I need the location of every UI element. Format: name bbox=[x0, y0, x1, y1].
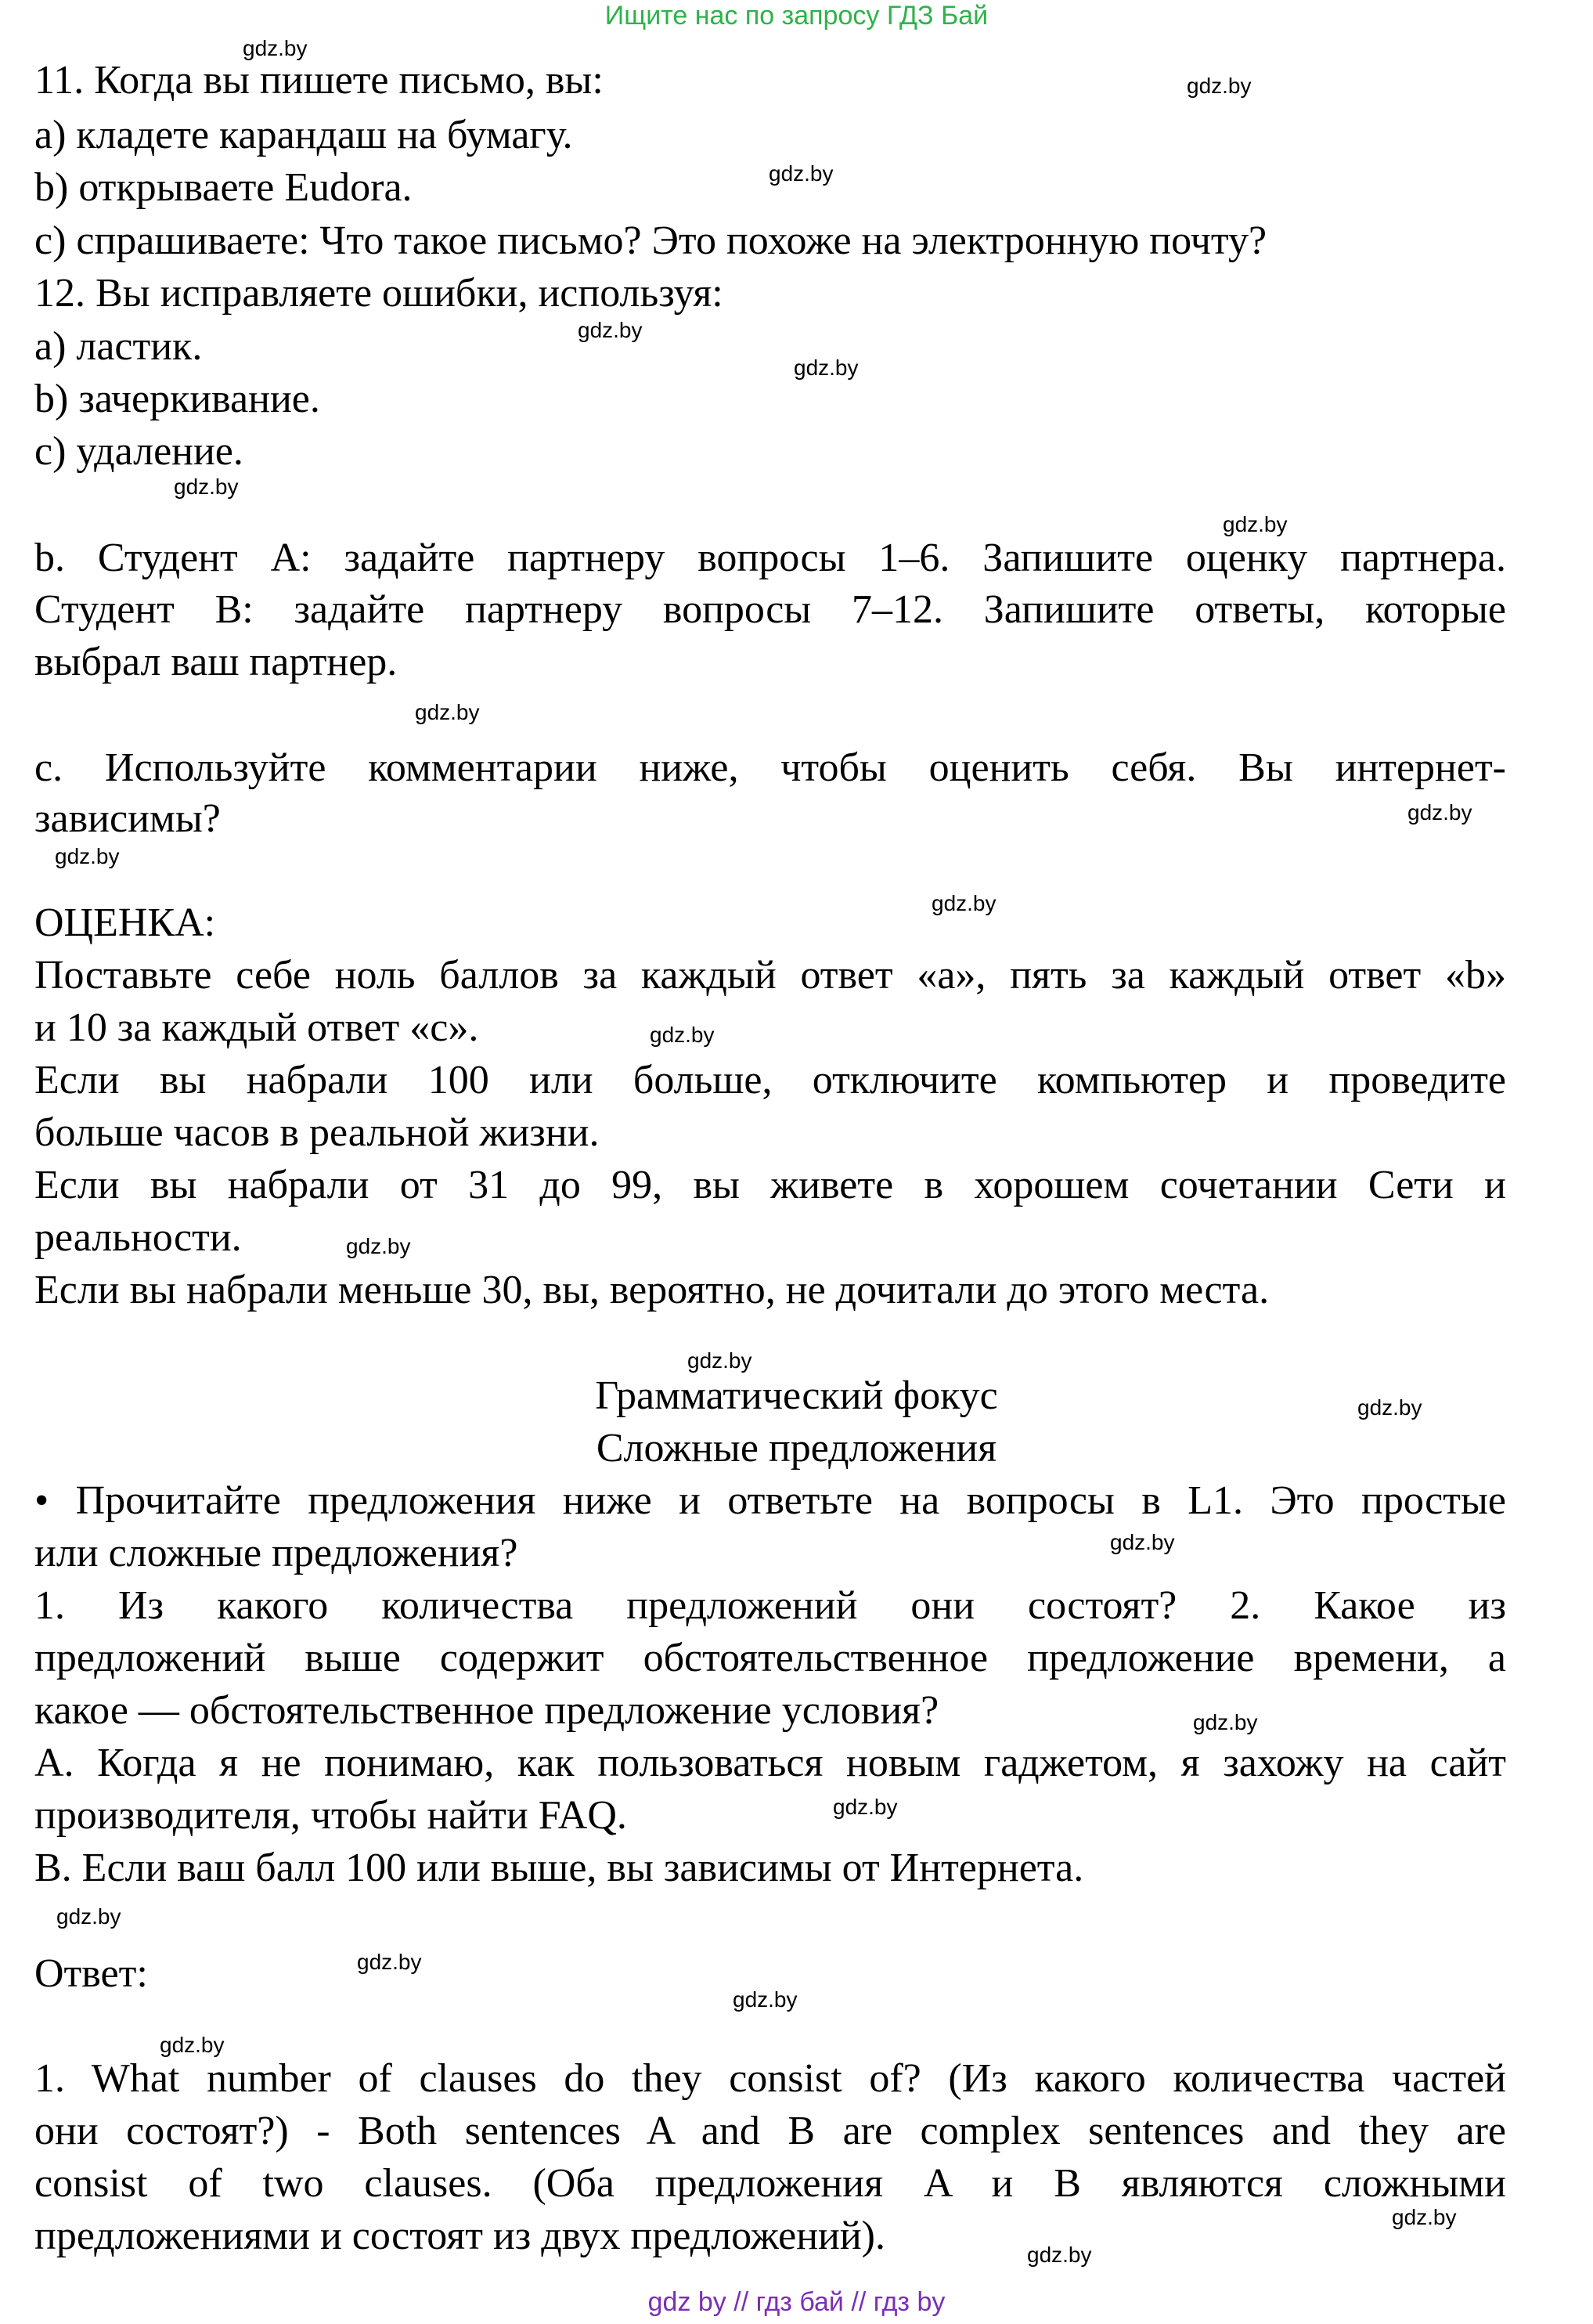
instruction-c-line-1: c. Используйте комментарии ниже, чтобы оценить себя. Вы интернет- bbox=[34, 745, 1506, 790]
answer-line-1: 1. What number of clauses do they consist of? (Из какого количества частей bbox=[34, 2056, 1506, 2101]
watermark: gdz.by bbox=[687, 1348, 752, 1373]
watermark: gdz.by bbox=[56, 1904, 121, 1929]
bottom-banner: gdz by // гдз бай // гдз by bbox=[647, 2287, 946, 2317]
watermark: gdz.by bbox=[769, 161, 834, 186]
answer-12-b: b) зачеркивание. bbox=[34, 377, 320, 421]
scoring-heading: ОЦЕНКА: bbox=[34, 900, 216, 945]
scoring-line-1: Поставьте себе ноль баллов за каждый ответ «a», пять за каждый ответ «b» bbox=[34, 953, 1506, 998]
scoring-line-3: Если вы набрали 100 или больше, отключите компьютер и проведите bbox=[34, 1058, 1506, 1102]
scoring-line-2: и 10 за каждый ответ «c». bbox=[34, 1005, 479, 1050]
watermark: gdz.by bbox=[1027, 2243, 1092, 2267]
watermark: gdz.by bbox=[1187, 74, 1252, 98]
top-banner: Ищите нас по запросу ГДЗ Бай bbox=[604, 1, 989, 31]
task-line-3: 1. Из какого количества предложений они состоят? 2. Какое из bbox=[34, 1583, 1506, 1628]
answer-12-c: c) удаление. bbox=[34, 429, 243, 474]
task-line-2: или сложные предложения? bbox=[34, 1531, 518, 1575]
answer-11-c: c) спрашиваете: Что такое письмо? Это похоже на электронную почту? bbox=[34, 218, 1267, 263]
answer-11-a: a) кладете карандаш на бумагу. bbox=[34, 113, 573, 157]
scoring-line-6: реальности. bbox=[34, 1215, 242, 1260]
task-line-5: какое — обстоятельственное предложение условия? bbox=[34, 1688, 939, 1733]
answer-line-3: consist of two clauses. (Оба предложения A и B являются сложными bbox=[34, 2161, 1506, 2206]
watermark: gdz.by bbox=[174, 475, 239, 499]
watermark: gdz.by bbox=[160, 2033, 225, 2057]
instruction-b-line-3: выбрал ваш партнер. bbox=[34, 640, 398, 684]
watermark: gdz.by bbox=[833, 1795, 898, 1819]
watermark: gdz.by bbox=[794, 355, 859, 380]
question-11: 11. Когда вы пишете письмо, вы: bbox=[34, 58, 604, 103]
section-subtitle: Сложные предложения bbox=[596, 1426, 997, 1471]
watermark: gdz.by bbox=[243, 36, 308, 60]
sentence-a-line-2: производителя, чтобы найти FAQ. bbox=[34, 1793, 627, 1838]
watermark: gdz.by bbox=[733, 1987, 798, 2012]
answer-12-a: a) ластик. bbox=[34, 324, 203, 369]
watermark: gdz.by bbox=[55, 844, 120, 868]
scoring-line-7: Если вы набрали меньше 30, вы, вероятно, не дочитали до этого места. bbox=[34, 1268, 1270, 1312]
scoring-line-4: больше часов в реальной жизни. bbox=[34, 1110, 600, 1155]
answer-11-b: b) открываете Eudora. bbox=[34, 165, 413, 210]
watermark: gdz.by bbox=[932, 891, 997, 915]
watermark: gdz.by bbox=[578, 318, 643, 342]
watermark: gdz.by bbox=[650, 1023, 715, 1047]
watermark: gdz.by bbox=[1357, 1395, 1422, 1420]
sentence-a-line-1: A. Когда я не понимаю, как пользоваться новым гаджетом, я захожу на сайт bbox=[34, 1741, 1506, 1785]
answer-heading: Ответ: bbox=[34, 1951, 148, 1996]
watermark: gdz.by bbox=[346, 1234, 411, 1258]
sentence-b: B. Если ваш балл 100 или выше, вы зависимы от Интернета. bbox=[34, 1846, 1084, 1890]
answer-line-2: они состоят?) - Both sentences A and B are complex sentences and they are bbox=[34, 2109, 1506, 2153]
question-12: 12. Вы исправляете ошибки, используя: bbox=[34, 271, 723, 316]
watermark: gdz.by bbox=[1407, 800, 1472, 825]
answer-line-4: предложениями и состоят из двух предложений). bbox=[34, 2214, 885, 2258]
scoring-line-5: Если вы набрали от 31 до 99, вы живете в хорошем сочетании Сети и bbox=[34, 1163, 1506, 1207]
watermark: gdz.by bbox=[1110, 1530, 1175, 1554]
watermark: gdz.by bbox=[1392, 2205, 1457, 2229]
section-title: Грамматический фокус bbox=[595, 1373, 998, 1418]
watermark: gdz.by bbox=[1223, 512, 1288, 536]
task-line-4: предложений выше содержит обстоятельственное предложение времени, а bbox=[34, 1636, 1506, 1680]
watermark: gdz.by bbox=[1193, 1710, 1258, 1734]
instruction-c-line-2: зависимы? bbox=[34, 796, 221, 841]
watermark: gdz.by bbox=[415, 700, 480, 724]
instruction-b-line-1: b. Студент A: задайте партнеру вопросы 1–6. Запишите оценку партнера. bbox=[34, 536, 1506, 580]
instruction-b-line-2: Студент B: задайте партнеру вопросы 7–12. Запишите ответы, которые bbox=[34, 587, 1506, 632]
watermark: gdz.by bbox=[357, 1950, 422, 1974]
task-line-1: • Прочитайте предложения ниже и ответьте на вопросы в L1. Это простые bbox=[34, 1478, 1506, 1523]
